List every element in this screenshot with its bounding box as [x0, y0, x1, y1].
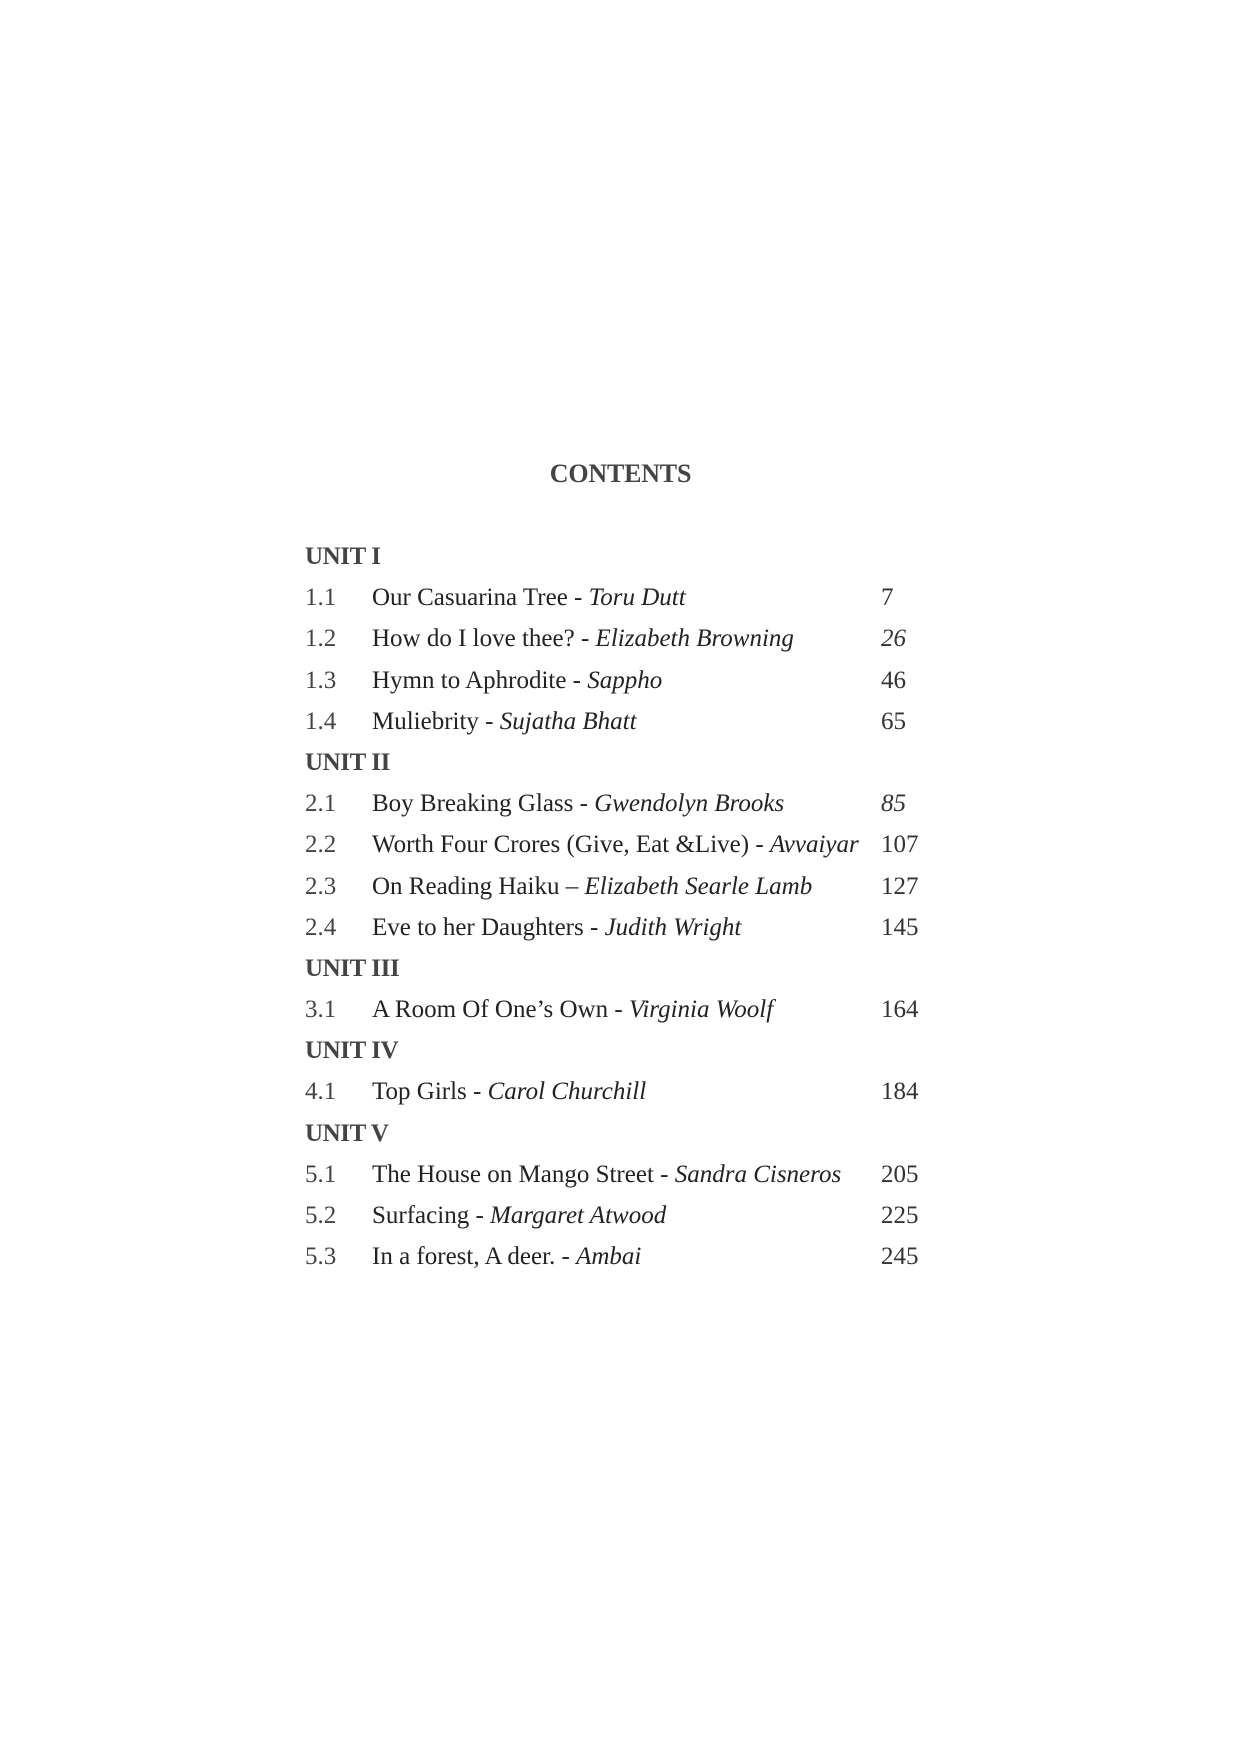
contents-title: CONTENTS	[549, 459, 692, 488]
author-name: Elizabeth Searle Lamb	[584, 872, 813, 900]
entry-number: 1.1	[305, 584, 337, 612]
toc-entry	[305, 577, 945, 618]
entry-text	[372, 866, 812, 907]
author-name: Toru Dutt	[588, 584, 686, 612]
work-title: Eve to her Daughters -	[372, 913, 605, 941]
toc-entry	[305, 866, 945, 907]
author-name: Margaret Atwood	[490, 1202, 667, 1229]
entry-number: 5.2	[305, 1202, 337, 1229]
author-name: Judith Wright	[604, 913, 742, 941]
work-title: In a forest, A deer. -	[372, 1243, 577, 1271]
entry-text	[372, 1154, 841, 1195]
toc-entry	[305, 824, 945, 865]
entry-text	[372, 1236, 641, 1277]
page-number: 164	[881, 996, 919, 1024]
entry-number: 4.1	[305, 1078, 337, 1106]
entry-text	[372, 783, 784, 824]
entry-number: 5.1	[305, 1160, 337, 1188]
page-number: 184	[881, 1078, 919, 1106]
work-title: Our Casuarina Tree -	[372, 584, 589, 612]
entry-text	[372, 907, 741, 948]
work-title: Surfacing -	[372, 1202, 491, 1229]
unit-heading: UNIT I	[305, 543, 381, 570]
entry-number: 2.1	[305, 790, 337, 818]
toc-entry	[305, 1195, 945, 1236]
author-name: Sandra Cisneros	[674, 1160, 842, 1188]
author-name: Gwendolyn Brooks	[594, 790, 785, 818]
author-name: Sujatha Bhatt	[499, 707, 637, 735]
page-number: 85	[881, 790, 906, 818]
page-number: 225	[881, 1202, 919, 1229]
work-title: Worth Four Crores (Give, Eat &Live) -	[372, 831, 770, 859]
page-number: 145	[881, 913, 919, 941]
entry-text	[372, 824, 859, 865]
entry-text	[372, 1195, 666, 1236]
unit-heading: UNIT IV	[305, 1037, 399, 1065]
page-number: 127	[881, 872, 919, 900]
page-number: 205	[881, 1160, 919, 1188]
author-name: Avvaiyar	[769, 831, 859, 859]
author-name: Ambai	[576, 1243, 642, 1271]
unit-heading: UNIT II	[305, 748, 390, 776]
page-number: 26	[881, 625, 906, 653]
page-number: 7	[881, 584, 894, 612]
author-name: Carol Churchill	[487, 1078, 647, 1106]
toc-entry	[305, 660, 945, 701]
toc-entry	[305, 1154, 945, 1195]
work-title: Muliebrity -	[372, 707, 500, 735]
page-number: 107	[881, 831, 919, 859]
entry-text	[372, 618, 794, 659]
toc-entry	[305, 783, 945, 824]
entry-number: 2.4	[305, 913, 337, 941]
page-number: 46	[881, 666, 906, 694]
unit-heading: UNIT III	[305, 954, 400, 982]
entry-text	[372, 1071, 646, 1112]
entry-number: 1.3	[305, 666, 337, 694]
work-title: How do I love thee? -	[372, 625, 596, 653]
entry-text	[372, 660, 662, 701]
work-title: Boy Breaking Glass -	[372, 790, 595, 818]
toc-entry	[305, 907, 945, 948]
author-name: Elizabeth Browning	[595, 625, 794, 653]
unit-heading: UNIT V	[305, 1119, 389, 1147]
entry-number: 1.4	[305, 707, 337, 735]
entry-number: 2.2	[305, 831, 337, 859]
toc-entry	[305, 701, 945, 742]
work-title: A Room Of One’s Own -	[372, 996, 629, 1024]
page-number: 245	[881, 1243, 919, 1271]
author-name: Virginia Woolf	[628, 996, 774, 1024]
entry-number: 3.1	[305, 996, 337, 1024]
entry-text	[372, 701, 637, 742]
work-title: On Reading Haiku –	[372, 872, 585, 900]
toc-entry	[305, 1071, 945, 1112]
table-of-contents	[305, 536, 945, 1277]
entry-text	[372, 989, 773, 1030]
entry-text	[372, 577, 686, 618]
author-name: Sappho	[587, 666, 663, 694]
work-title: Hymn to Aphrodite -	[372, 666, 588, 694]
toc-entry	[305, 618, 945, 659]
toc-entry	[305, 1236, 945, 1277]
work-title: The House on Mango Street -	[372, 1160, 675, 1188]
page-number: 65	[881, 707, 906, 735]
work-title: Top Girls -	[372, 1078, 488, 1106]
entry-number: 5.3	[305, 1243, 337, 1271]
toc-entry	[305, 989, 945, 1030]
entry-number: 1.2	[305, 625, 337, 653]
entry-number: 2.3	[305, 872, 337, 900]
